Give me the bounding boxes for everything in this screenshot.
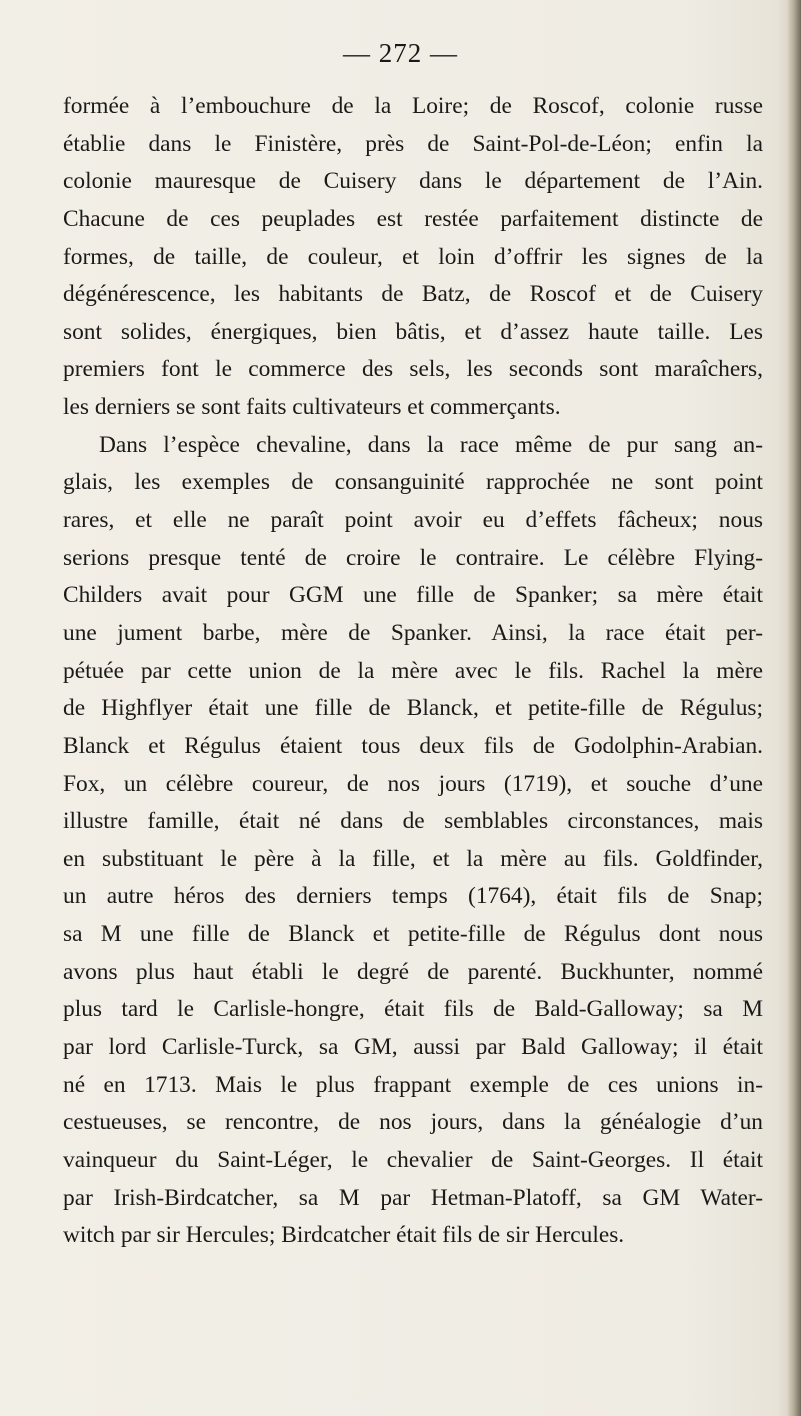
text-line: plus tard le Carlisle-hongre, était fils de Bald-Galloway; sa M [63,996,763,1023]
page-edge-shadow [787,0,801,1416]
text-line: rares, et elle ne paraît point avoir eu d’effets fâcheux; nous [63,507,763,534]
text-line: premiers font le commerce des sels, les seconds sont maraîchers, [63,356,763,383]
text-line: formée à l’embouchure de la Loire; de Roscof, colonie russe [63,93,763,119]
text-line: Chacune de ces peuplades est restée parfaitement distincte de [63,205,763,232]
text-line: colonie mauresque de Cuisery dans le département de l’Ain. [63,168,763,195]
text-line: illustre famille, était né dans de semblables circonstances, mais [63,808,763,835]
text-line: sont solides, énergiques, bien bâtis, et d’assez haute taille. Les [63,318,763,345]
text-line: né en 1713. Mais le plus frappant exemple de ces unions in- [63,1071,763,1098]
paragraph-last-line: witch par sir Hercules; Birdcatcher était fils de sir Hercules. [63,1222,625,1249]
text-line: serions presque tenté de croire le contraire. Le célèbre Flying- [63,544,763,571]
text-line: par Irish-Birdcatcher, sa M par Hetman-Platoff, sa GM Water- [63,1184,763,1211]
text-line: dégénérescence, les habitants de Batz, de Roscof et de Cuisery [63,281,763,308]
text-line: Childers avait pour GGM une fille de Spanker; sa mère était [63,582,763,609]
page-number: — 272 — [343,38,458,68]
text-line: établie dans le Finistère, près de Saint-Pol-de-Léon; enfin la [63,130,763,157]
text-line: par lord Carlisle-Turck, sa GM, aussi par Bald Galloway; il était [63,1034,763,1061]
text-line: sa M une fille de Blanck et petite-fille de Régulus dont nous [63,921,763,948]
text-line: Blanck et Régulus étaient tous deux fils de Godolphin-Arabian. [63,732,763,759]
text-line: une jument barbe, mère de Spanker. Ainsi, la race était per- [63,619,763,646]
text-line: en substituant le père à la fille, et la mère au fils. Goldfinder, [63,845,763,872]
text-line: Fox, un célèbre coureur, de nos jours (1719), et souche d’une [63,770,763,797]
text-line: de Highflyer était une fille de Blanck, et petite-fille de Régulus; [63,695,763,722]
text-line: formes, de taille, de couleur, et loin d’offrir les signes de la [63,243,763,270]
text-line: vainqueur du Saint-Léger, le chevalier de Saint-Georges. Il était [63,1146,763,1173]
text-line: cestueuses, se rencontre, de nos jours, dans la généalogie d’un [63,1109,763,1136]
body-text [63,88,763,1255]
text-line: glais, les exemples de consanguinité rapprochée ne sont point [63,469,763,496]
paragraph-first-line: Dans l’espèce chevaline, dans la race même de pur sang an- [99,431,763,458]
text-line: pétuée par cette union de la mère avec le fils. Rachel la mère [63,657,763,684]
paragraph-last-line: les derniers se sont faits cultivateurs et commerçants. [63,394,561,421]
text-line: un autre héros des derniers temps (1764), était fils de Snap; [63,883,763,910]
text-line: avons plus haut établi le degré de parenté. Buckhunter, nommé [63,958,763,985]
